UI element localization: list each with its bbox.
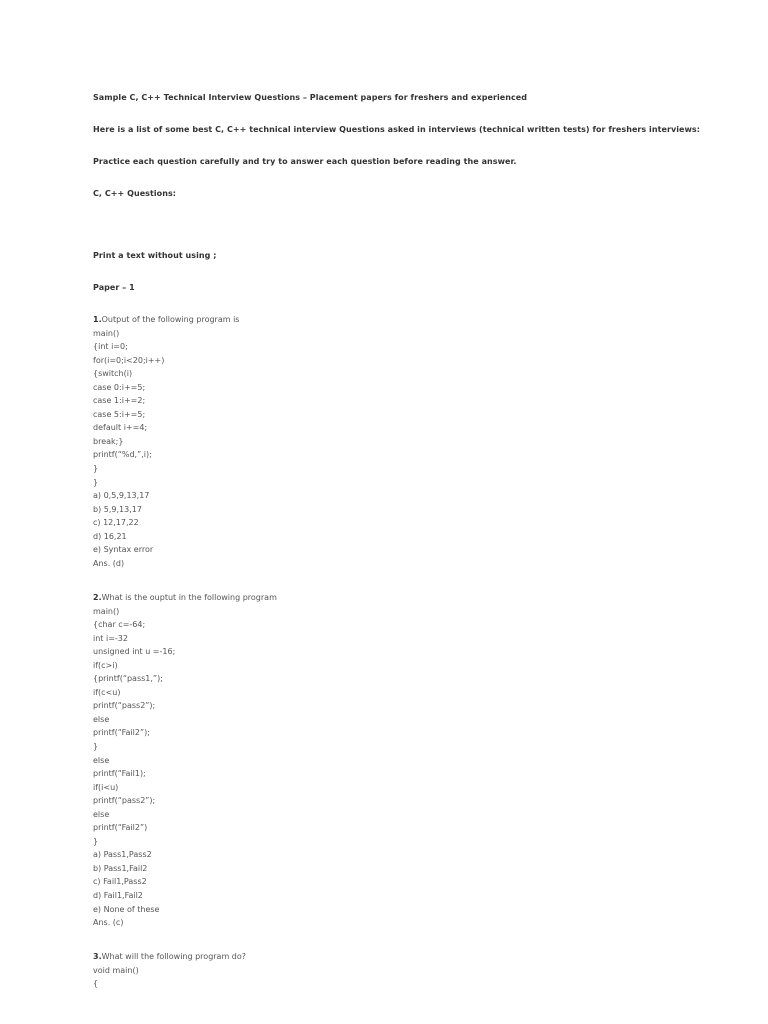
question-prompt-line: [93, 313, 239, 327]
code-line: printf(“%d,”,i);: [93, 450, 152, 460]
document-title: Sample C, C++ Technical Interview Questions – Placement papers for freshers and experienced: [93, 93, 528, 102]
code-line: printf(“Fail2”): [93, 823, 148, 833]
question-1: [93, 313, 239, 570]
code-line: if(i<u): [93, 782, 119, 792]
code-line: else: [93, 714, 110, 724]
answer-option: e) Syntax error: [93, 545, 154, 555]
intro-text: Here is a list of some best C, C++ technical interview Questions asked in interviews (technical written tests) for freshers interviews:: [93, 125, 700, 134]
answer-option: e) None of these: [93, 904, 160, 914]
code-line: unsigned int u =-16;: [93, 647, 176, 657]
code-line: default i+=4;: [93, 423, 148, 433]
code-line: if(c>i): [93, 660, 118, 670]
answer-option: a) Pass1,Pass2: [93, 850, 152, 860]
question-prompt: Output of the following program is: [101, 315, 240, 324]
practice-note: Practice each question carefully and try to answer each question before reading the answer.: [93, 157, 517, 166]
code-line: }: [93, 742, 99, 752]
code-line: case 0:i+=5;: [93, 382, 146, 392]
question-prompt: What will the following program do?: [101, 952, 247, 961]
code-line: printf(“pass2”);: [93, 796, 156, 806]
code-line: {: [93, 979, 99, 989]
answer-key: Ans. (d): [93, 558, 125, 568]
section-heading: C, C++ Questions:: [93, 189, 177, 198]
answer-option: b) 5,9,13,17: [93, 504, 142, 514]
code-line: }: [93, 464, 99, 474]
code-line: {switch(i): [93, 369, 133, 379]
code-line: main(): [93, 606, 120, 616]
answer-option: a) 0,5,9,13,17: [93, 491, 150, 501]
answer-option: d) 16,21: [93, 531, 127, 541]
code-line: }: [93, 477, 99, 487]
code-line: case 5:i+=5;: [93, 409, 146, 419]
code-line: if(c<u): [93, 687, 121, 697]
subheading: Print a text without using ;: [93, 251, 217, 260]
question-number: 3.: [93, 952, 102, 961]
code-line: void main(): [93, 965, 139, 975]
answer-option: d) Fail1,Fail2: [93, 891, 143, 901]
answer-option: c) Fail1,Pass2: [93, 877, 147, 887]
answer-key: Ans. (c): [93, 918, 124, 928]
code-line: main(): [93, 328, 120, 338]
code-line: else: [93, 809, 110, 819]
answer-option: c) 12,17,22: [93, 518, 139, 528]
code-line: printf(“Fail2”);: [93, 728, 150, 738]
code-line: case 1:i+=2;: [93, 396, 146, 406]
question-2: [93, 591, 277, 930]
code-line: else: [93, 755, 110, 765]
code-line: printf(“Fail1);: [93, 769, 146, 779]
code-line: for(i=0;i<20;i++): [93, 355, 165, 365]
code-line: break;}: [93, 436, 124, 446]
code-line: }: [93, 836, 99, 846]
code-line: {char c=-64;: [93, 620, 146, 630]
question-prompt-line: [93, 950, 246, 964]
answer-option: b) Pass1,Fail2: [93, 863, 148, 873]
code-line: {int i=0;: [93, 342, 128, 352]
question-3: [93, 950, 246, 991]
question-prompt: What is the ouptut in the following program: [101, 593, 277, 602]
code-line: {printf(“pass1,”);: [93, 674, 163, 684]
code-line: printf(“pass2”);: [93, 701, 156, 711]
code-line: int i=-32: [93, 633, 128, 643]
paper-label: Paper – 1: [93, 283, 135, 292]
question-number: 1.: [93, 315, 102, 324]
question-number: 2.: [93, 593, 102, 602]
question-prompt-line: [93, 591, 277, 605]
